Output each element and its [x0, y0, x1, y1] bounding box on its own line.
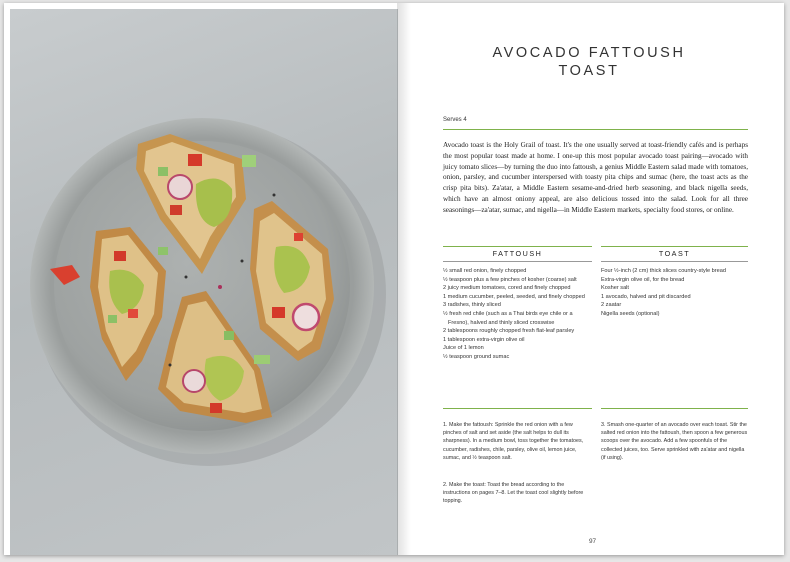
ingredient-item: Extra-virgin olive oil, for the bread — [601, 276, 685, 283]
method-rule-right — [601, 408, 748, 409]
method-step-3: 3. Smash one-quarter of an avocado over each toast. Stir the salted red onion into the fattoush, then spoon a few generous scoops over the avocado. Add a few spoonfuls of the collected juices, too. Serve sprinkled with za'atar and nigella (if using). — [601, 422, 748, 461]
toast-heading: TOAST — [658, 249, 691, 258]
toast-ingredient-list — [601, 267, 749, 319]
fattoush-ingredient-list — [443, 267, 593, 362]
recipe-title — [411, 44, 767, 80]
top-rule — [443, 129, 748, 130]
recipe-title-line-1: AVOCADO FATTOUSH — [492, 45, 686, 61]
method-step-1: 1. Make the fattoush: Sprinkle the red onion with a few pinches of salt and set aside (the salt helps to dull its sharpness). In a medium bowl, toss together the tomatoes, cucumber, radishes, chile, parsley, olive oil, lemon juice, sumac, and ½ teaspoon salt. — [443, 422, 584, 461]
ingredient-item: ½ teaspoon ground sumac — [443, 353, 510, 360]
method-step-2: 2. Make the toast: Toast the bread according to the instructions on pages 7–8. Let the toast cool slightly before topping. — [443, 482, 584, 505]
serves-label: Serves 4 — [443, 117, 467, 123]
ingredient-item: 3 radishes, thinly sliced — [443, 302, 501, 309]
toast-heading-underline — [601, 261, 748, 262]
recipe-page — [411, 3, 784, 555]
fattoush-heading-underline — [443, 261, 592, 262]
avocado-toast-photo — [10, 9, 398, 555]
ingredient-item: 1 medium cucumber, peeled, seeded, and finely chopped — [443, 293, 585, 300]
ingredient-item: 1 avocado, halved and pit discarded — [601, 293, 691, 300]
ingredient-item: ½ fresh red chile (such as a Thai birds eye chile or a Fresno), halved and thinly sliced crosswise — [443, 310, 573, 326]
ingredient-item: 2 zaatar — [601, 302, 622, 309]
toast-heading-rule — [601, 246, 748, 247]
book-gutter — [397, 3, 411, 555]
ingredient-item: Four ½-inch (2 cm) thick slices country-style bread — [601, 268, 726, 274]
fattoush-heading-rule — [443, 246, 592, 247]
fattoush-heading: FATTOUSH — [492, 249, 543, 258]
ingredient-item: 1 tablespoon extra-virgin olive oil — [443, 336, 525, 343]
ingredient-item: ½ small red onion, finely chopped — [443, 268, 527, 274]
recipe-title-line-2: TOAST — [558, 63, 620, 79]
recipe-intro: Avocado toast is the Holy Grail of toast. It's the one usually served at toast-friendly cafés and is perhaps the most popular toast made at home. I one-up this most popular avocado toast pairing—avocado with juicy tomato slices—by turning the duo into fattoush, a genius Middle Eastern salad made with tomatoes, onion, parsley, and cucumber interspersed with toasty pita chips and sumac (here, the toast acts as the crisp pita bits). Za'atar, a Middle Eastern sesame-and-dried herb seasoning, and black nigella seeds, which have an almost oniony appeal, are also delicious tossed into the salad. Look for all three seasonings—za'atar, sumac, and nigella—in Middle Eastern markets, specialty food stores, or online. — [443, 141, 748, 214]
ingredient-item: Nigella seeds (optional) — [601, 310, 660, 317]
ingredient-item: ½ teaspoon plus a few pinches of kosher (coarse) salt — [443, 276, 577, 283]
food-photo — [10, 9, 398, 555]
ingredient-item: 2 tablespoons roughly chopped fresh flat-leaf parsley — [443, 328, 575, 335]
ingredient-item: 2 juicy medium tomatoes, cored and finely chopped — [443, 285, 571, 292]
book-spread — [4, 3, 784, 555]
ingredient-item: Kosher salt — [601, 285, 629, 292]
page-number: 97 — [589, 538, 597, 545]
method-rule-left — [443, 408, 592, 409]
ingredient-item: Juice of 1 lemon — [443, 345, 484, 352]
